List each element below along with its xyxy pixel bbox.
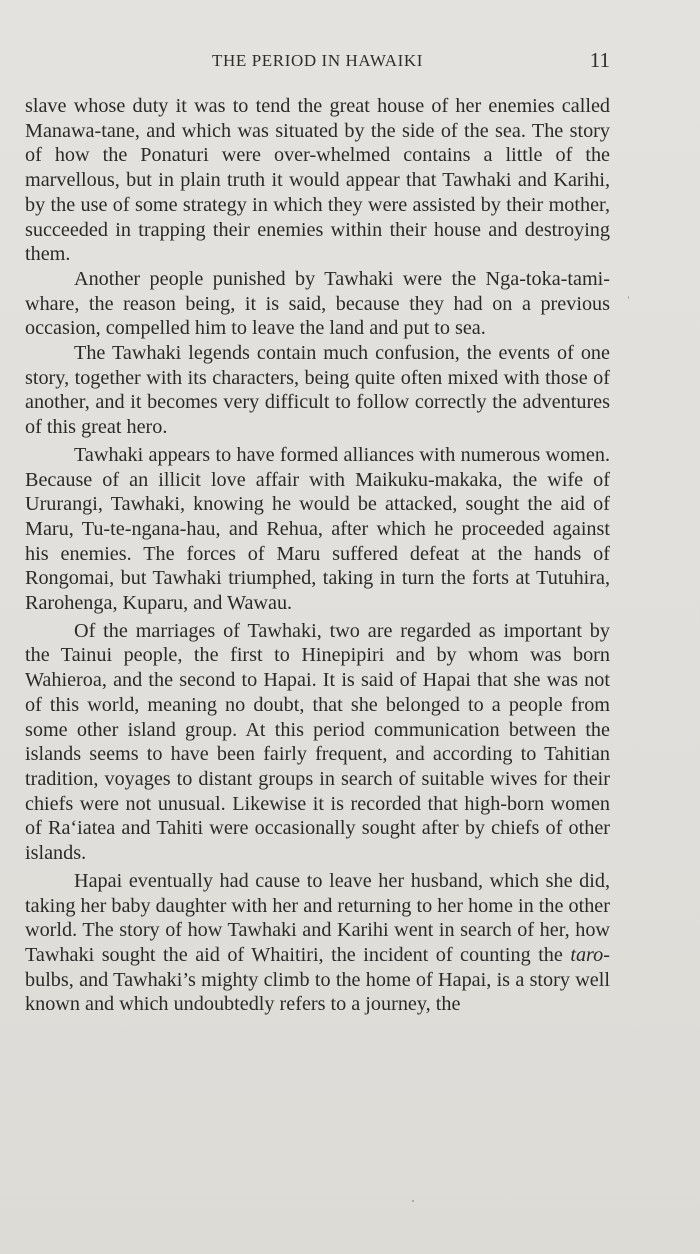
paper-speck <box>628 296 629 299</box>
paragraph-6-text-start: Hapai eventually had cause to leave her husband, which she did, taking her baby daughter with her and returning to her home in the other world. The story of how Tawhaki and Karihi went in search of her, how Tawhaki sought the aid of Whaitiri, the incident of counting the <box>25 869 610 966</box>
page-number: 11 <box>589 48 610 72</box>
paragraph-6-text-end: -bulbs, and Tawhaki’s mighty climb to the home of Hapai, is a story well known and which undoubtedly refers to a journey, the <box>25 943 610 1016</box>
body-text <box>25 94 610 1017</box>
paragraph-4: Tawhaki appears to have formed alliances with numerous women. Because of an illicit love affair with Maikuku-makaka, the wife of Ururangi, Tawhaki, knowing he would be attacked, sought the aid of Maru, Tu-te-ngana-hau, and Rehua, after which he proceeded against his enemies. The forces of Maru suffered defeat at the hands of Rongomai, but Tawhaki triumphed, taking in turn the forts at Tutuhira, Rarohenga, Kuparu, and Wawau. <box>25 443 610 615</box>
paragraph-6-italic-term: taro <box>570 943 604 966</box>
paragraph-6 <box>25 869 610 1017</box>
paper-speck <box>412 1200 414 1202</box>
running-head <box>25 48 610 74</box>
paragraph-1: slave whose duty it was to tend the great house of her enemies called Manawa-tane, and which was situated by the side of the sea. The story of how the Ponaturi were over-whelmed contains a little of the marvellous, but in plain truth it would appear that Tawhaki and Karihi, by the use of some strategy in which they were assisted by their mother, succeeded in trapping their enemies within their house and destroying them. <box>25 95 610 266</box>
paragraph-5: Of the marriages of Tawhaki, two are regarded as important by the Tainui people, the first to Hinepipiri and by whom was born Wahieroa, and the second to Hapai. It is said of Hapai that she was not of this world, meaning no doubt, that she belonged to a people from some other island group. At this period communication between the islands seems to have been fairly frequent, and according to Tahitian tradition, voyages to distant groups in search of suitable wives for their chiefs were not unusual. Likewise it is recorded that high-born women of Ra‘iatea and Tahiti were occasionally sought after by chiefs of other islands. <box>25 619 610 865</box>
running-title: THE PERIOD IN HAWAIKI <box>212 51 423 70</box>
paragraph-2: Another people punished by Tawhaki were the Nga-toka-tami-whare, the reason being, it is said, because they had on a previous occasion, compelled him to leave the land and put to sea. <box>25 267 610 340</box>
paragraph-3: The Tawhaki legends contain much confusion, the events of one story, together with its characters, being quite often mixed with those of another, and it becomes very difficult to follow correctly the adventures of this great hero. <box>25 342 610 439</box>
